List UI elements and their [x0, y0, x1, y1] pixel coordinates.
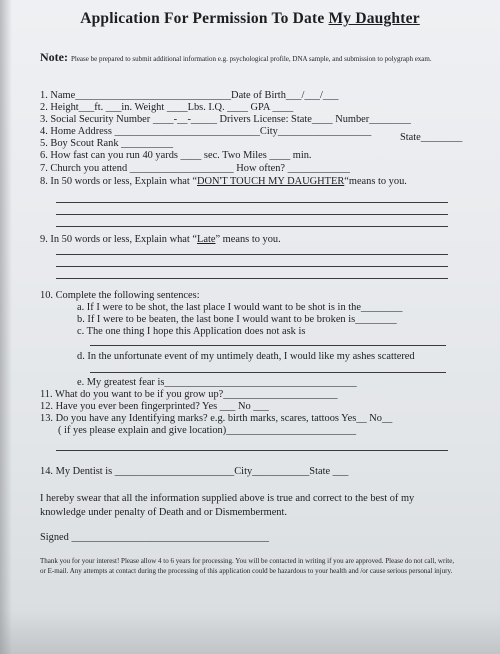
- footer-notice: Thank you for your interest! Please allow 4 to 6 years for processing. You will be contacted in writing if you are approved. Please do not call, write, or E-mail. Any attempts at contact during the processing of this application could be hazardous to your health and /or cause serious personal injury.: [40, 557, 455, 575]
- answer-line-9b[interactable]: [56, 266, 448, 267]
- question-9-prefix: 9. In 50 words or less, Explain what “: [40, 234, 197, 245]
- oath-paragraph: I hereby swear that all the information supplied above is true and correct to the best of my knowledge under penalty of Death and or Dismemberment.: [40, 493, 415, 518]
- question-9: [40, 234, 281, 246]
- question-9-suffix: ” means to you.: [215, 234, 281, 245]
- signature-line: Signed ______________________________________: [40, 532, 269, 543]
- answer-line-10d[interactable]: [90, 372, 446, 373]
- answer-line-9c[interactable]: [56, 278, 448, 279]
- question-10b: b. If I were to be beaten, the last bone I would want to be broken is________: [77, 314, 397, 325]
- answer-line-13[interactable]: [56, 450, 448, 451]
- question-12: 12. Have you ever been fingerprinted? Yes ___ No ___: [40, 401, 269, 412]
- answer-line-8a[interactable]: [56, 202, 448, 203]
- question-4-state: State________: [400, 132, 463, 143]
- question-6-run-speed: 6. How fast can you run 40 yards ____ sec. Two Miles ____ min.: [40, 150, 312, 161]
- page-shadow-bottom: [0, 610, 500, 654]
- answer-line-9a[interactable]: [56, 254, 448, 255]
- question-1-name: 1. Name______________________________Date of Birth___/___/___: [40, 90, 339, 101]
- question-3-ssn: 3. Social Security Number ____-__-_____ Drivers License: State____ Number________: [40, 114, 411, 125]
- question-5-scout-rank: 5. Boy Scout Rank __________: [40, 138, 174, 149]
- question-13: 13. Do you have any Identifying marks? e.g. birth marks, scares, tattoos Yes__ No__: [40, 413, 393, 424]
- question-10c: c. The one thing I hope this Application does not ask is: [77, 326, 306, 337]
- form-title: [0, 10, 500, 28]
- question-7-church: 7. Church you attend ____________________ How often? ____________: [40, 163, 350, 174]
- question-9-emphasis: Late: [197, 234, 216, 245]
- answer-line-10c[interactable]: [90, 345, 446, 346]
- question-8-suffix: “means to you.: [344, 176, 407, 187]
- note-paragraph: [40, 52, 460, 65]
- question-8-emphasis: DON'T TOUCH MY DAUGHTER: [197, 176, 345, 187]
- answer-line-8c[interactable]: [56, 226, 448, 227]
- question-11: 11. What do you want to be if you grow up?______________________: [40, 389, 338, 400]
- answer-line-8b[interactable]: [56, 214, 448, 215]
- question-10: 10. Complete the following sentences:: [40, 290, 200, 301]
- page-shadow-left: [0, 0, 12, 654]
- note-text: Please be prepared to submit additional information e.g. psychological profile, DNA sample, and submission to polygraph exam.: [70, 55, 432, 63]
- question-10e: e. My greatest fear is_____________________________________: [77, 377, 357, 388]
- question-4-address: 4. Home Address ____________________________City__________________: [40, 126, 372, 137]
- question-10a: a. If I were to be shot, the last place I would want to be shot is in the________: [77, 302, 403, 313]
- question-13-location: ( if yes please explain and give location)_________________________: [58, 425, 357, 436]
- question-8: [40, 176, 407, 188]
- title-underlined: My Daughter: [328, 10, 420, 27]
- question-8-prefix: 8. In 50 words or less, Explain what “: [40, 176, 197, 187]
- title-text: Application For Permission To Date: [80, 10, 329, 27]
- note-label: Note:: [40, 50, 68, 64]
- question-2-height: 2. Height___ft. ___in. Weight ____Lbs. I.Q. ____ GPA ____: [40, 102, 294, 113]
- question-14-dentist: 14. My Dentist is _______________________City___________State ___: [40, 466, 349, 477]
- question-10d: d. In the unfortunate event of my untimely death, I would like my ashes scattered: [77, 351, 415, 362]
